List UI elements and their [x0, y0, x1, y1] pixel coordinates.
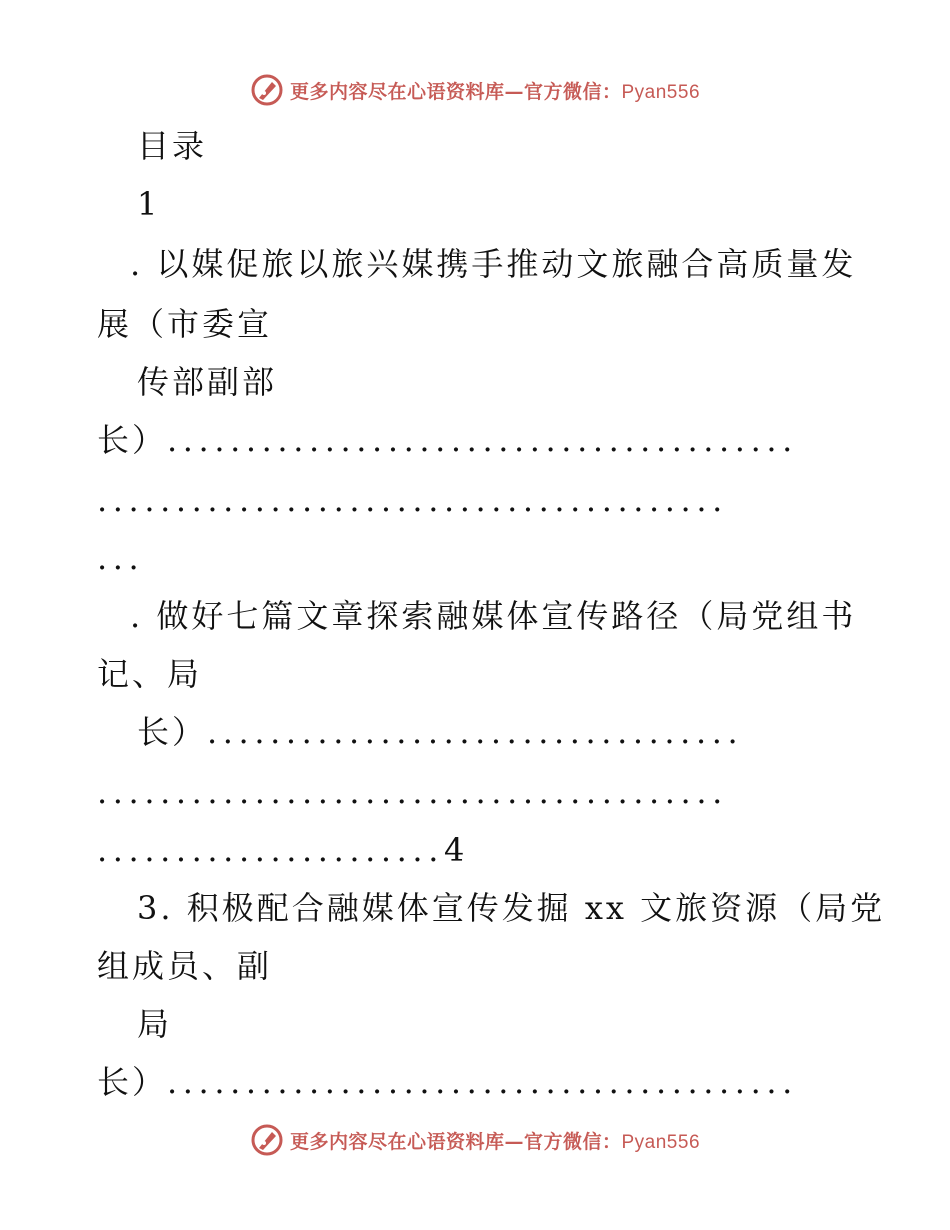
toc-entry-3-line-1[interactable]: 3. 积极配合融媒体宣传发掘 xx 文旅资源（局党 [137, 889, 886, 927]
toc-entry-3-line-4[interactable]: 长）........................................ [97, 1063, 798, 1101]
toc-entry-2-line-3[interactable]: 长）.................................. [137, 713, 744, 751]
toc-entry-number: 1 [137, 185, 161, 223]
pen-logo-icon [250, 73, 284, 107]
watermark-text: 更多内容尽在心语资料库—官方微信：Pyan556 [289, 1130, 701, 1153]
footer-watermark [0, 1120, 950, 1160]
pen-logo-icon [250, 1123, 284, 1157]
toc-entry-2-leader: ........................................ [97, 773, 728, 811]
toc-entry-2-line-2[interactable]: 记、局 [97, 655, 203, 693]
toc-entry-1-leader-end: ... [97, 539, 145, 577]
toc-entry-3-line-3[interactable]: 局 [137, 1005, 173, 1043]
toc-entry-1-line-1[interactable]: . 以媒促旅以旅兴媒携手推动文旅融合高质量发 [130, 245, 857, 283]
toc-entry-2-line-1[interactable]: . 做好七篇文章探索融媒体宣传路径（局党组书 [130, 597, 857, 635]
toc-entry-3-line-2[interactable]: 组成员、副 [97, 947, 273, 985]
toc-entry-2-leader-end: ......................4 [97, 831, 468, 869]
toc-entry-1-line-3[interactable]: 传部副部 [137, 363, 278, 401]
toc-heading: 目录 [137, 127, 208, 165]
toc-entry-1-line-4[interactable]: 长）........................................ [97, 421, 798, 459]
toc-entry-2-page-number: 4 [443, 831, 468, 869]
header-watermark [0, 70, 950, 110]
toc-entry-1-line-2[interactable]: 展（市委宣 [97, 305, 273, 343]
toc-entry-1-leader: ........................................ [97, 481, 728, 519]
watermark-text: 更多内容尽在心语资料库—官方微信：Pyan556 [289, 80, 701, 103]
